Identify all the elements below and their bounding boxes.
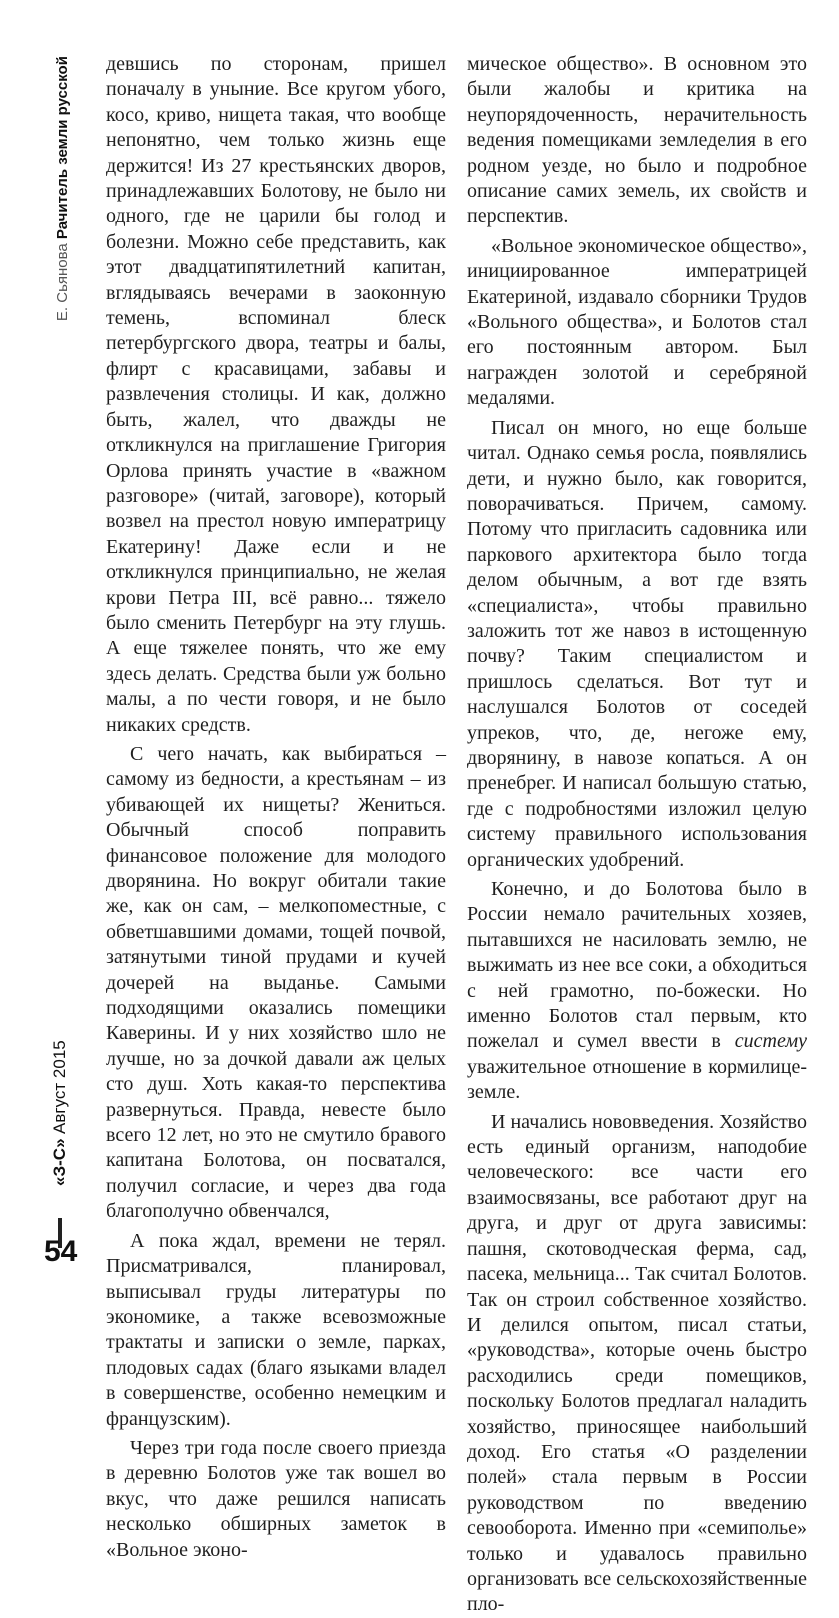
paragraph: С чего начать, как выбираться – самому из бедности, а крестьянам – из убивающей их нищеты? Жениться. Обычный способ поправить финансовое положение для молодого дворянина. Но вокруг обитали такие же, как он сам, – мелкопоместные, с обветшавшими домами, тощей почвой, затянутыми тиной прудами и кучей дочерей на выданье. Самыми подходящими оказались помещики Каверины. И у них хозяйство шло не лучше, но за дочкой давали аж целых сто душ. Хоть какая-то перспектива развернуться. Правда, невесте было всего 12 лет, но это не смутило бравого капитана Болотова, он посватался, получил согласие, и через два года благополучно обвенчался, — [106, 742, 446, 1223]
running-head-book-title: Рачитель земли русской — [54, 56, 71, 240]
paragraph: И начались нововведения. Хозяйство есть единый организм, наподобие человеческого: все части его взаимосвязаны, все работают друг на друга, и друг от друга зависимы: пашня, скотоводческая ферма, сад, пасека, мельница... Так считал Болотов. Так он строил собственное хозяйство. И делился опытом, писал статьи, «руководства», которые очень быстро расходились среди помещиков, поскольку Болотов предлагал наладить хозяйство, приносящее наибольший доход. Его статья «О разделении полей» стала первым в России руководством по введению севооборота. Именно при «семиполье» только и удавалось правильно организовать все сельскохозяйственные пло- — [467, 1110, 807, 1616]
running-head-title — [54, 56, 71, 321]
paragraph: Через три года после своего приезда в деревню Болотов уже так вошел во вкус, что даже решился написать несколько обширных заметок в «Вольное эконо- — [106, 1436, 446, 1561]
footer-magazine-line — [50, 1040, 70, 1186]
emphasis-text: систему — [734, 1030, 807, 1053]
paragraph: мическое общество». В основном это были жалобы и критика на неупорядоченность, нерачительность ведения помещиками земледелия в его родном уезде, но было и подробное описание самих земель, их свойств и перспектив. — [467, 53, 807, 228]
paragraph-text: Конечно, и до Болотова было в России немало рачительных хозяев, пытавшихся не насиловать землю, не выжимать из нее все соки, а обходиться с ней грамотно, по-божески. Но именно Болотов стал первым, кто пожелал и сумел ввести в — [467, 878, 807, 1053]
footer-issue: Август 2015 — [50, 1040, 69, 1134]
paragraph: А пока ждал, времени не терял. Присматривался, планировал, выписывал груды литературы по экономике, а также всевозможные трактаты и записки о земле, парках, плодовых садах (благо языками владел в совершенстве, особенно немецким и французским). — [106, 1229, 446, 1430]
page-number: 54 — [44, 1235, 78, 1268]
paragraph — [467, 877, 807, 1106]
paragraph: Писал он много, но еще больше читал. Однако семья росла, появлялись дети, и нужно было, как говорится, поворачиваться. Причем, самому. Потому что пригласить садовника или паркового архитектора было тогда делом обычным, а вот где взять «специалиста», чтобы правильно заложить тот же навоз в истощенную почву? Таким специалистом и пришлось сделаться. Вот тут и наслушался Болотов от соседей упреков, что, де, негоже ему, дворянину, в навозе копаться. А он пренебрег. И написал большую статью, где с подробностями изложил целую систему правильного использования органических удобрений. — [467, 416, 807, 871]
running-head-author: Е. Сьянова — [54, 243, 71, 322]
paragraph: девшись по сторонам, пришел поначалу в уныние. Все кругом убого, косо, криво, нищета такая, что вообще непонятно, чем только жизнь еще держится! Из 27 крестьянских дворов, принадлежавших Болотову, не было ни одного, где не царили бы голод и болезни. Можно себе представить, как этот двадцатипятилетний капитан, вглядываясь вечерами в заоконную темень, вспоминал блеск петербургского двора, театры и балы, флирт с красавицами, забавы и развлечения столицы. И как, должно быть, жалел, что дважды не откликнулся на приглашение Григория Орлова принять участие в «важном разговоре» (читай, заговоре), который возвел на престол новую императрицу Екатерину! Даже если и не откликнулся принципиально, не желая крови Петра III, всё равно... тяжело было сменить Петербург на эту глушь. А еще тяжелее понять, что же ему здесь делать. Средства были уж больно малы, а по чести говоря, и не было никаких средств. — [106, 53, 446, 736]
paragraph: «Вольное экономическое общество», инициированное императрицей Екатериной, издавало сборники Трудов «Вольного общества», и Болотов стал его постоянным автором. Был награжден золотой и серебряной медалями. — [467, 234, 807, 410]
paragraph-text: уважительное отношение в кормилице-земле. — [467, 1055, 807, 1104]
footer-magazine: «З-С» — [50, 1138, 69, 1186]
text-column-left — [106, 52, 446, 1563]
text-column-right — [467, 52, 807, 1618]
